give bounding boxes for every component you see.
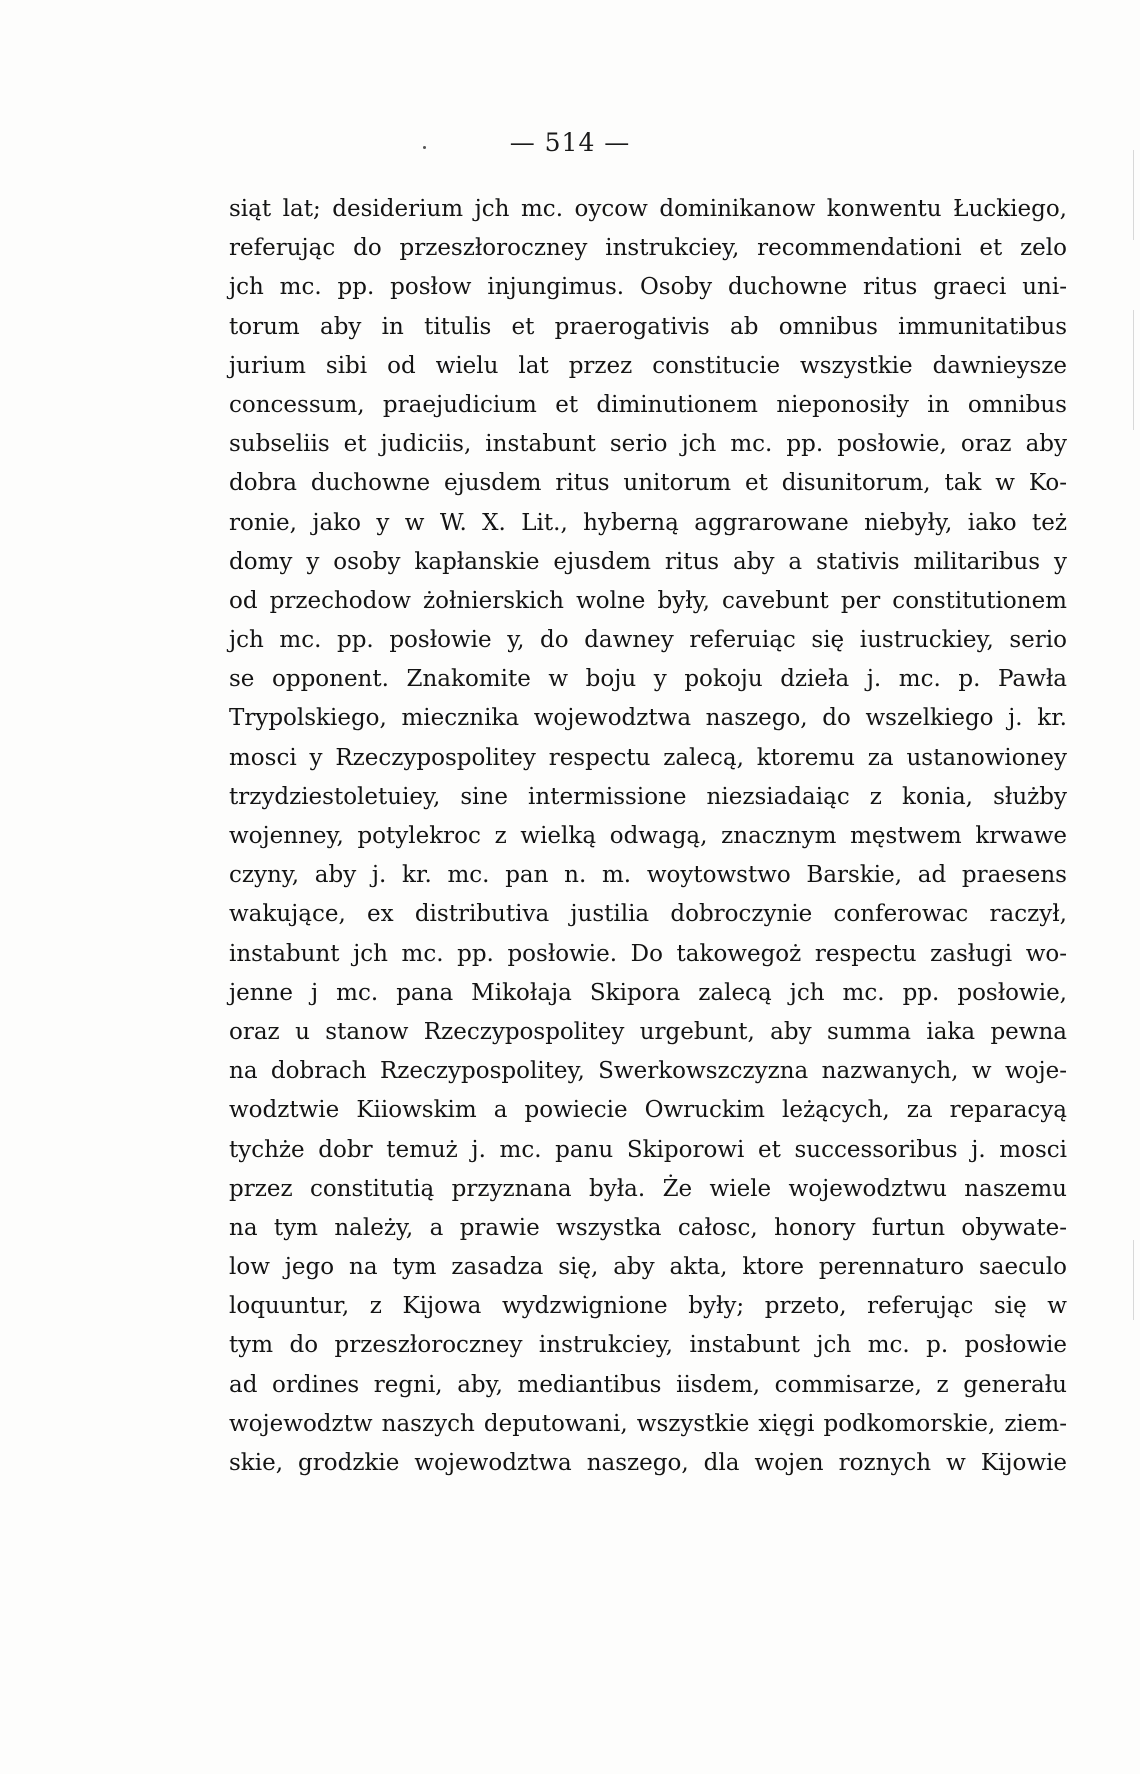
text-line: se opponent. Znakomite w boju y pokoju dzieła j. mc. p. Pawła	[229, 666, 1067, 693]
text-line: czyny, aby j. kr. mc. pan n. m. woytowstwo Barskie, ad praesens	[229, 862, 1067, 889]
text-line: referując do przeszłoroczney instrukciey, recommendationi et zelo	[229, 235, 1067, 262]
text-line: instabunt jch mc. pp. posłowie. Do takowegoż respectu zasługi wo-	[229, 940, 1067, 967]
text-line: jch mc. pp. posłowie y, do dawney referuiąc się iustruckiey, serio	[229, 627, 1067, 654]
text-line: trzydziestoletuiey, sine intermissione niezsiadaiąc z konia, służby	[229, 783, 1067, 810]
scan-edge-line	[1133, 1240, 1134, 1320]
text-line: jenne j mc. pana Mikołaja Skipora zalecą jch mc. pp. posłowie,	[229, 979, 1067, 1006]
text-line: wakujące, ex distributiva justilia dobroczynie conferowac raczył,	[229, 901, 1067, 928]
text-line: tym do przeszłoroczney instrukciey, instabunt jch mc. p. posłowie	[229, 1332, 1067, 1359]
text-line: dobra duchowne ejusdem ritus unitorum et disunitorum, tak w Ko-	[229, 470, 1067, 497]
text-line: na tym należy, a prawie wszystka całosc, honory furtun obywate-	[229, 1214, 1067, 1241]
text-line: siąt lat; desiderium jch mc. oycow dominikanow konwentu Łuckiego,	[229, 196, 1067, 222]
text-line: na dobrach Rzeczypospolitey, Swerkowszczyzna nazwanych, w woje-	[229, 1058, 1067, 1085]
scan-edge-line	[1133, 150, 1134, 240]
text-line: jurium sibi od wielu lat przez constitucie wszystkie dawnieysze	[229, 352, 1067, 379]
text-line: loquuntur, z Kijowa wydzwignione były; przeto, referując się w	[229, 1293, 1067, 1320]
text-line: wojewodztw naszych deputowani, wszystkie xięgi podkomorskie, ziem-	[229, 1410, 1067, 1437]
text-line: Trypolskiego, miecznika wojewodztwa naszego, do wszelkiego j. kr.	[229, 705, 1067, 732]
text-line: low jego na tym zasadza się, aby akta, ktore perennaturo saeculo	[229, 1254, 1067, 1281]
text-line: wodztwie Kiiowskim a powiecie Owruckim leżących, za reparacyą	[229, 1097, 1067, 1124]
text-line: przez constitutią przyznana była. Że wiele wojewodztwu naszemu	[229, 1175, 1067, 1202]
text-line: subseliis et judiciis, instabunt serio jch mc. pp. posłowie, oraz aby	[229, 431, 1067, 458]
text-line: domy y osoby kapłanskie ejusdem ritus aby a stativis militaribus y	[229, 548, 1067, 575]
scan-edge-line	[1133, 310, 1134, 430]
text-line: torum aby in titulis et praerogativis ab omnibus immunitatibus	[229, 313, 1067, 340]
text-line: skie, grodzkie wojewodztwa naszego, dla wojen roznych w Kijowie	[229, 1450, 1067, 1476]
dot-mark	[423, 146, 426, 149]
text-line: ad ordines regni, aby, mediantibus iisdem, commisarze, z generału	[229, 1371, 1067, 1398]
text-line: mosci y Rzeczypospolitey respectu zalecą, ktoremu za ustanowioney	[229, 744, 1067, 771]
text-line: concessum, praejudicium et diminutionem nieponosiły in omnibus	[229, 391, 1067, 418]
body-text	[229, 190, 1067, 1483]
page-number: — 514 —	[509, 128, 631, 157]
text-line: ronie, jako y w W. X. Lit., hyberną aggrarowane niebyły, iako też	[229, 509, 1067, 536]
text-line: od przechodow żołnierskich wolne były, cavebunt per constitutionem	[229, 587, 1067, 614]
text-line: wojenney, potylekroc z wielką odwagą, znacznym męstwem krwawe	[229, 823, 1067, 849]
text-line: tychże dobr temuż j. mc. panu Skiporowi et successoribus j. mosci	[229, 1136, 1067, 1163]
text-line: oraz u stanow Rzeczypospolitey urgebunt, aby summa iaka pewna	[229, 1018, 1067, 1045]
text-line: jch mc. pp. posłow injungimus. Osoby duchowne ritus graeci uni-	[229, 274, 1067, 301]
